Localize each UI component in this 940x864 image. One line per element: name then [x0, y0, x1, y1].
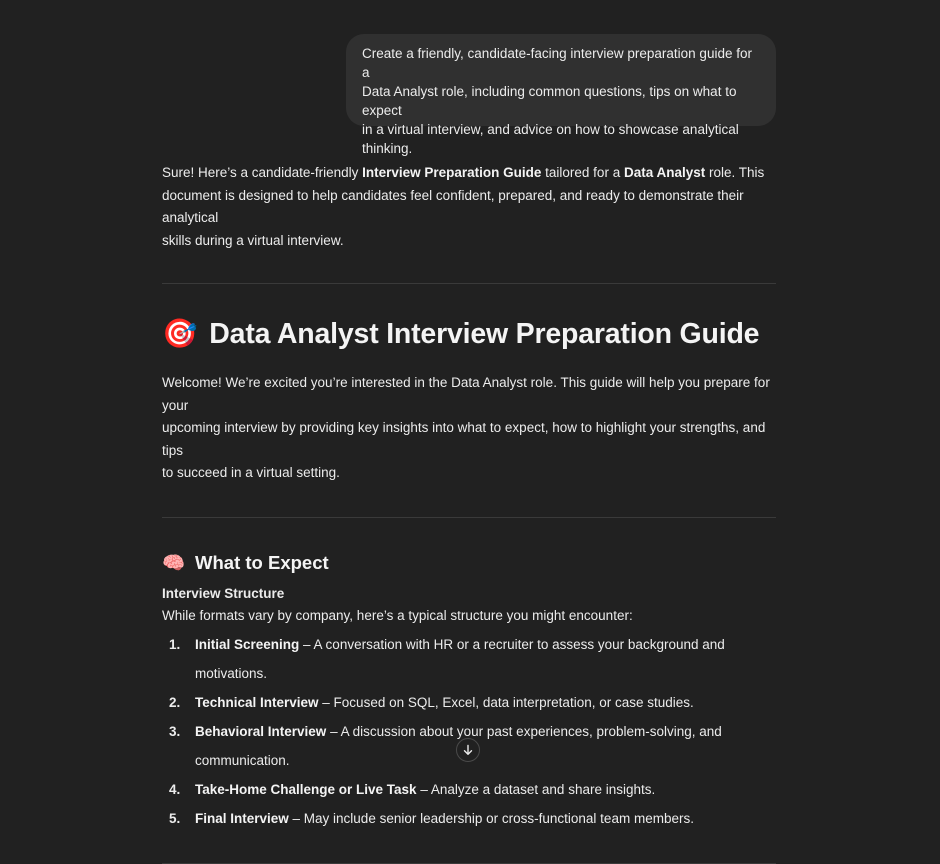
list-item-title: Technical Interview	[195, 694, 319, 710]
list-item-title: Final Interview	[195, 810, 289, 826]
intro-text: role. This	[705, 165, 765, 180]
intro-text: Sure! Here’s a candidate-friendly	[162, 165, 363, 180]
list-item	[162, 804, 776, 833]
list-item-title: Initial Screening	[195, 636, 300, 652]
list-item-number: 3.	[169, 723, 181, 739]
user-message-line: thinking.	[362, 141, 413, 156]
welcome-text: to succeed in a virtual setting.	[162, 465, 340, 480]
intro-text: tailored for a	[541, 165, 624, 180]
guide-title-text: Data Analyst Interview Preparation Guide	[209, 317, 760, 350]
user-message-line: Create a friendly, candidate-facing interview preparation guide for a	[362, 46, 752, 80]
list-item-desc: – A conversation with HR or a recruiter to assess your background and motivations.	[195, 636, 725, 681]
user-message-line: Data Analyst role, including common questions, tips on what to expect	[362, 84, 737, 118]
list-item-desc: – Focused on SQL, Excel, data interpretation, or case studies.	[318, 694, 694, 710]
list-item-title: Take-Home Challenge or Live Task	[195, 781, 417, 797]
section-heading-what-to-expect	[162, 549, 776, 577]
user-message-line: in a virtual interview, and advice on how to showcase analytical	[362, 122, 739, 137]
scroll-to-bottom-button[interactable]	[456, 738, 480, 762]
list-item-number: 4.	[169, 781, 181, 797]
list-item	[162, 775, 776, 804]
interview-structure-subheading: Interview Structure	[162, 585, 285, 601]
list-item-number: 2.	[169, 694, 181, 710]
list-item-number: 1.	[169, 636, 181, 652]
list-item-desc: – May include senior leadership or cross-functional team members.	[288, 810, 694, 826]
list-item	[162, 630, 776, 688]
list-item-number: 5.	[169, 810, 181, 826]
list-item	[162, 688, 776, 717]
guide-title	[162, 316, 776, 352]
intro-bold-guide: Interview Preparation Guide	[362, 165, 542, 180]
list-item-desc: – A discussion about your past experiences, problem-solving, and communication.	[195, 723, 722, 768]
welcome-text: upcoming interview by providing key insights into what to expect, how to highlight your strengths, and tips	[162, 420, 766, 458]
welcome-text: Welcome! We’re excited you’re interested in the Data Analyst role. This guide will help you prepare for your	[162, 375, 770, 413]
section-heading-text: What to Expect	[195, 551, 329, 573]
intro-paragraph	[162, 162, 776, 252]
structure-lead: While formats vary by company, here’s a typical structure you might encounter:	[162, 607, 633, 623]
welcome-paragraph	[162, 372, 776, 485]
list-item-title: Behavioral Interview	[195, 723, 327, 739]
divider	[162, 863, 776, 864]
intro-text: document is designed to help candidates feel confident, prepared, and ready to demonstrate their analytical	[162, 187, 744, 225]
user-message-bubble	[346, 34, 776, 156]
list-item-desc: – Analyze a dataset and share insights.	[416, 781, 656, 797]
intro-text: skills during a virtual interview.	[162, 232, 344, 248]
arrow-down-icon	[462, 744, 474, 756]
brain-icon: 🧠	[162, 551, 186, 573]
intro-bold-role: Data Analyst	[623, 165, 706, 180]
interview-steps-list	[162, 630, 776, 833]
target-icon: 🎯	[162, 318, 198, 350]
